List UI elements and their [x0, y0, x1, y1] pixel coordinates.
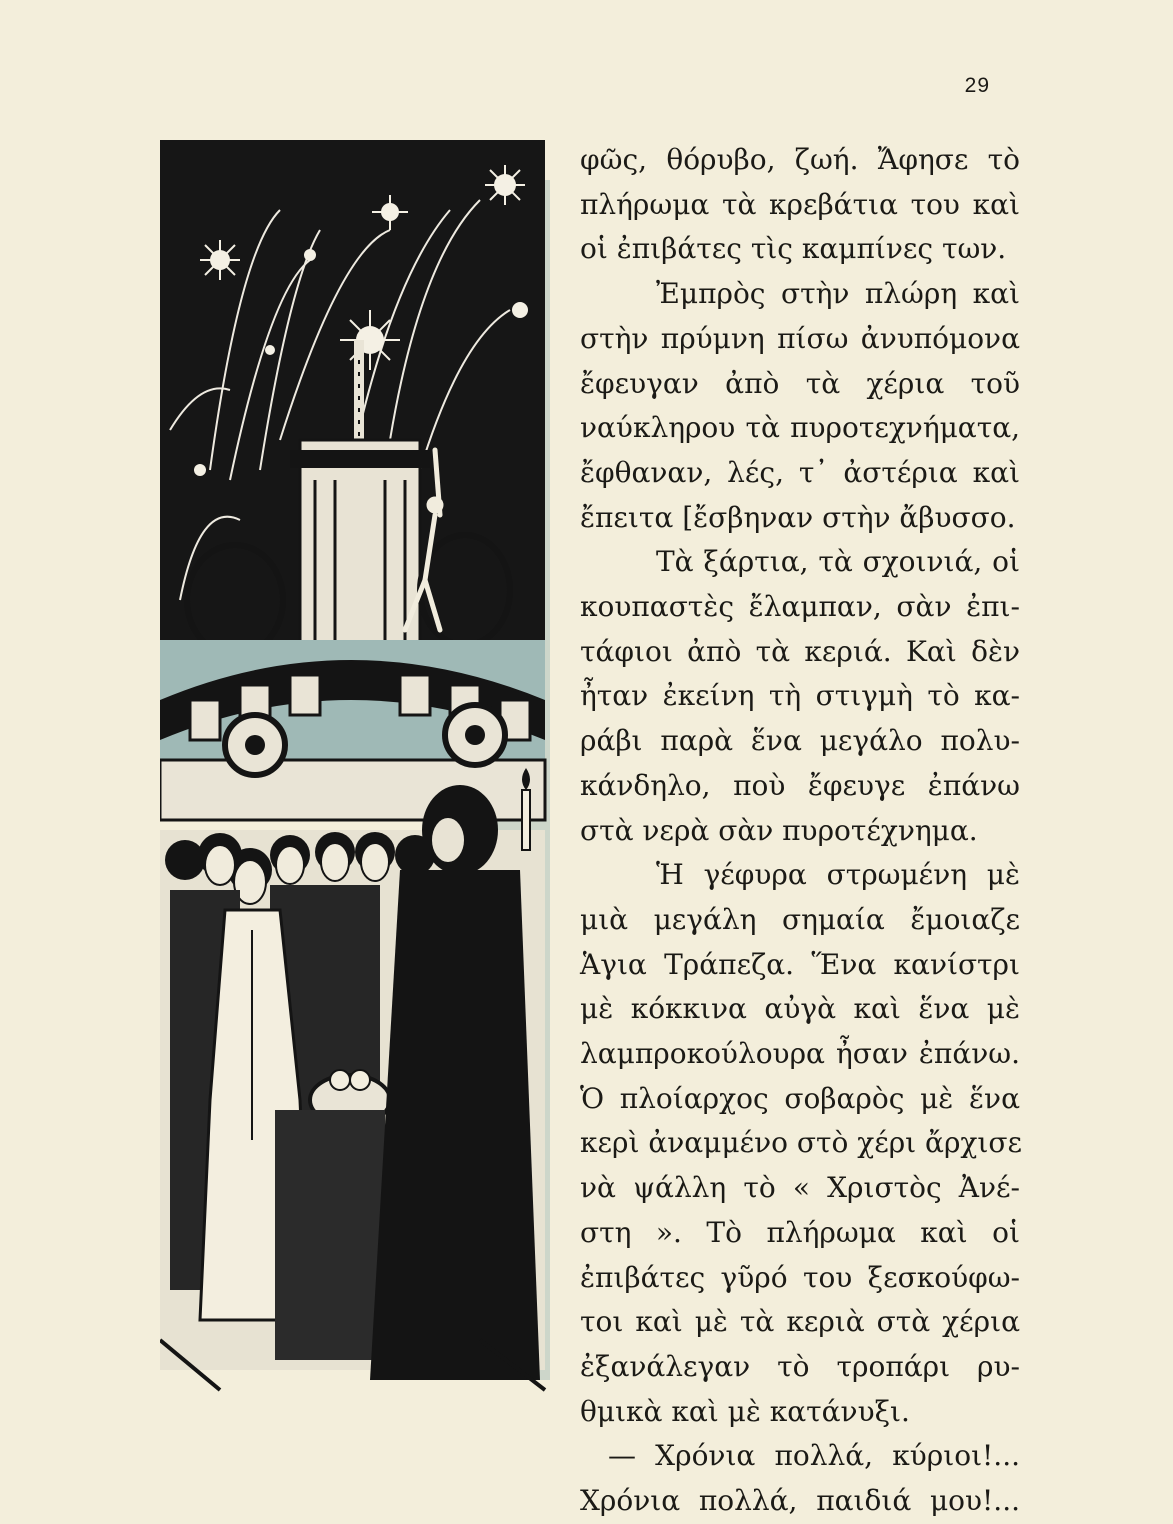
text-line: νὰ ψάλλη τὸ « Χριστὸς Ἀνέ- [580, 1171, 1020, 1205]
woodcut-illustration [160, 140, 550, 1395]
text-line: ράβι παρὰ ἕνα μεγάλο πολυ- [580, 724, 1020, 758]
text-line: τοι καὶ μὲ τὰ κεριὰ στὰ χέρια [580, 1305, 1020, 1339]
text-line: Ὁ πλοίαρχος σοβαρὸς μὲ ἕνα [580, 1081, 1020, 1115]
text-line: μὲ κόκκινα αὐγὰ καὶ ἕνα μὲ [580, 992, 1020, 1026]
text-line: ἐξανάλεγαν τὸ τροπάρι ρυ- [580, 1349, 1020, 1383]
text-line: θμικὰ καὶ μὲ κατάνυξι. [580, 1394, 910, 1428]
text-line: ἦταν ἐκείνη τὴ στιγμὴ τὸ κα- [580, 679, 1020, 713]
text-line: Ἡ γέφυρα στρωμένη μὲ [656, 858, 1020, 892]
text-line: οἱ ἐπιβάτες τὶς καμπίνες των. [580, 232, 1007, 266]
text-line: ναύκληρου τὰ πυροτεχνήματα, [580, 411, 1020, 445]
text-line: Τὰ ξάρτια, τὰ σχοινιά, οἱ [656, 545, 1020, 579]
text-line: Ἁγια Τράπεζα. Ἕνα κανίστρι [580, 947, 1020, 981]
text-line: ἔπειτα [ἔσβηναν στὴν ἄβυσσο. [580, 500, 1016, 534]
text-line: κερὶ ἀναμμένο στὸ χέρι ἄρχισε [580, 1126, 1022, 1160]
text-line: στη ». Τὸ πλήρωμα καὶ οἱ [580, 1215, 1020, 1249]
text-line: πλήρωμα τὰ κρεβάτια του καὶ [580, 187, 1020, 221]
text-line: κάνδηλο, ποὺ ἔφευγε ἐπάνω [580, 768, 1020, 802]
text-line: τάφιοι ἀπὸ τὰ κεριά. Καὶ δὲν [580, 634, 1020, 668]
text-line: ἐπιβάτες γῦρό του ξεσκούφω- [580, 1260, 1020, 1294]
text-line: ἔφευγαν ἀπὸ τὰ χέρια τοῦ [580, 366, 1020, 400]
page-number: 29 [964, 74, 990, 97]
text-line: μιὰ μεγάλη σημαία ἔμοιαζε [580, 902, 1020, 936]
text-line: — Χρόνια πολλά, κύριοι!... [608, 1439, 1020, 1473]
body-text [580, 138, 1020, 1524]
text-line: φῶς, θόρυβο, ζωή. Ἄφησε τὸ [580, 143, 1020, 176]
ship-celebration-icon [160, 140, 550, 1395]
text-line: λαμπροκούλουρα ἦσαν ἐπάνω. [580, 1037, 1020, 1071]
text-line: ἔφθαναν, λές, τ᾿ ἀστέρια καὶ [580, 455, 1020, 489]
text-line: Ἐμπρὸς στὴν πλώρη καὶ [656, 277, 1020, 311]
text-line: κουπαστὲς ἔλαμπαν, σὰν ἐπι- [580, 590, 1020, 624]
text-line: στὰ νερὰ σὰν πυροτέχνημα. [580, 813, 978, 847]
text-line: στὴν πρύμνη πίσω ἀνυπόμονα [580, 321, 1020, 355]
text-line: Χρόνια πολλά, παιδιά μου!... [580, 1484, 1020, 1518]
